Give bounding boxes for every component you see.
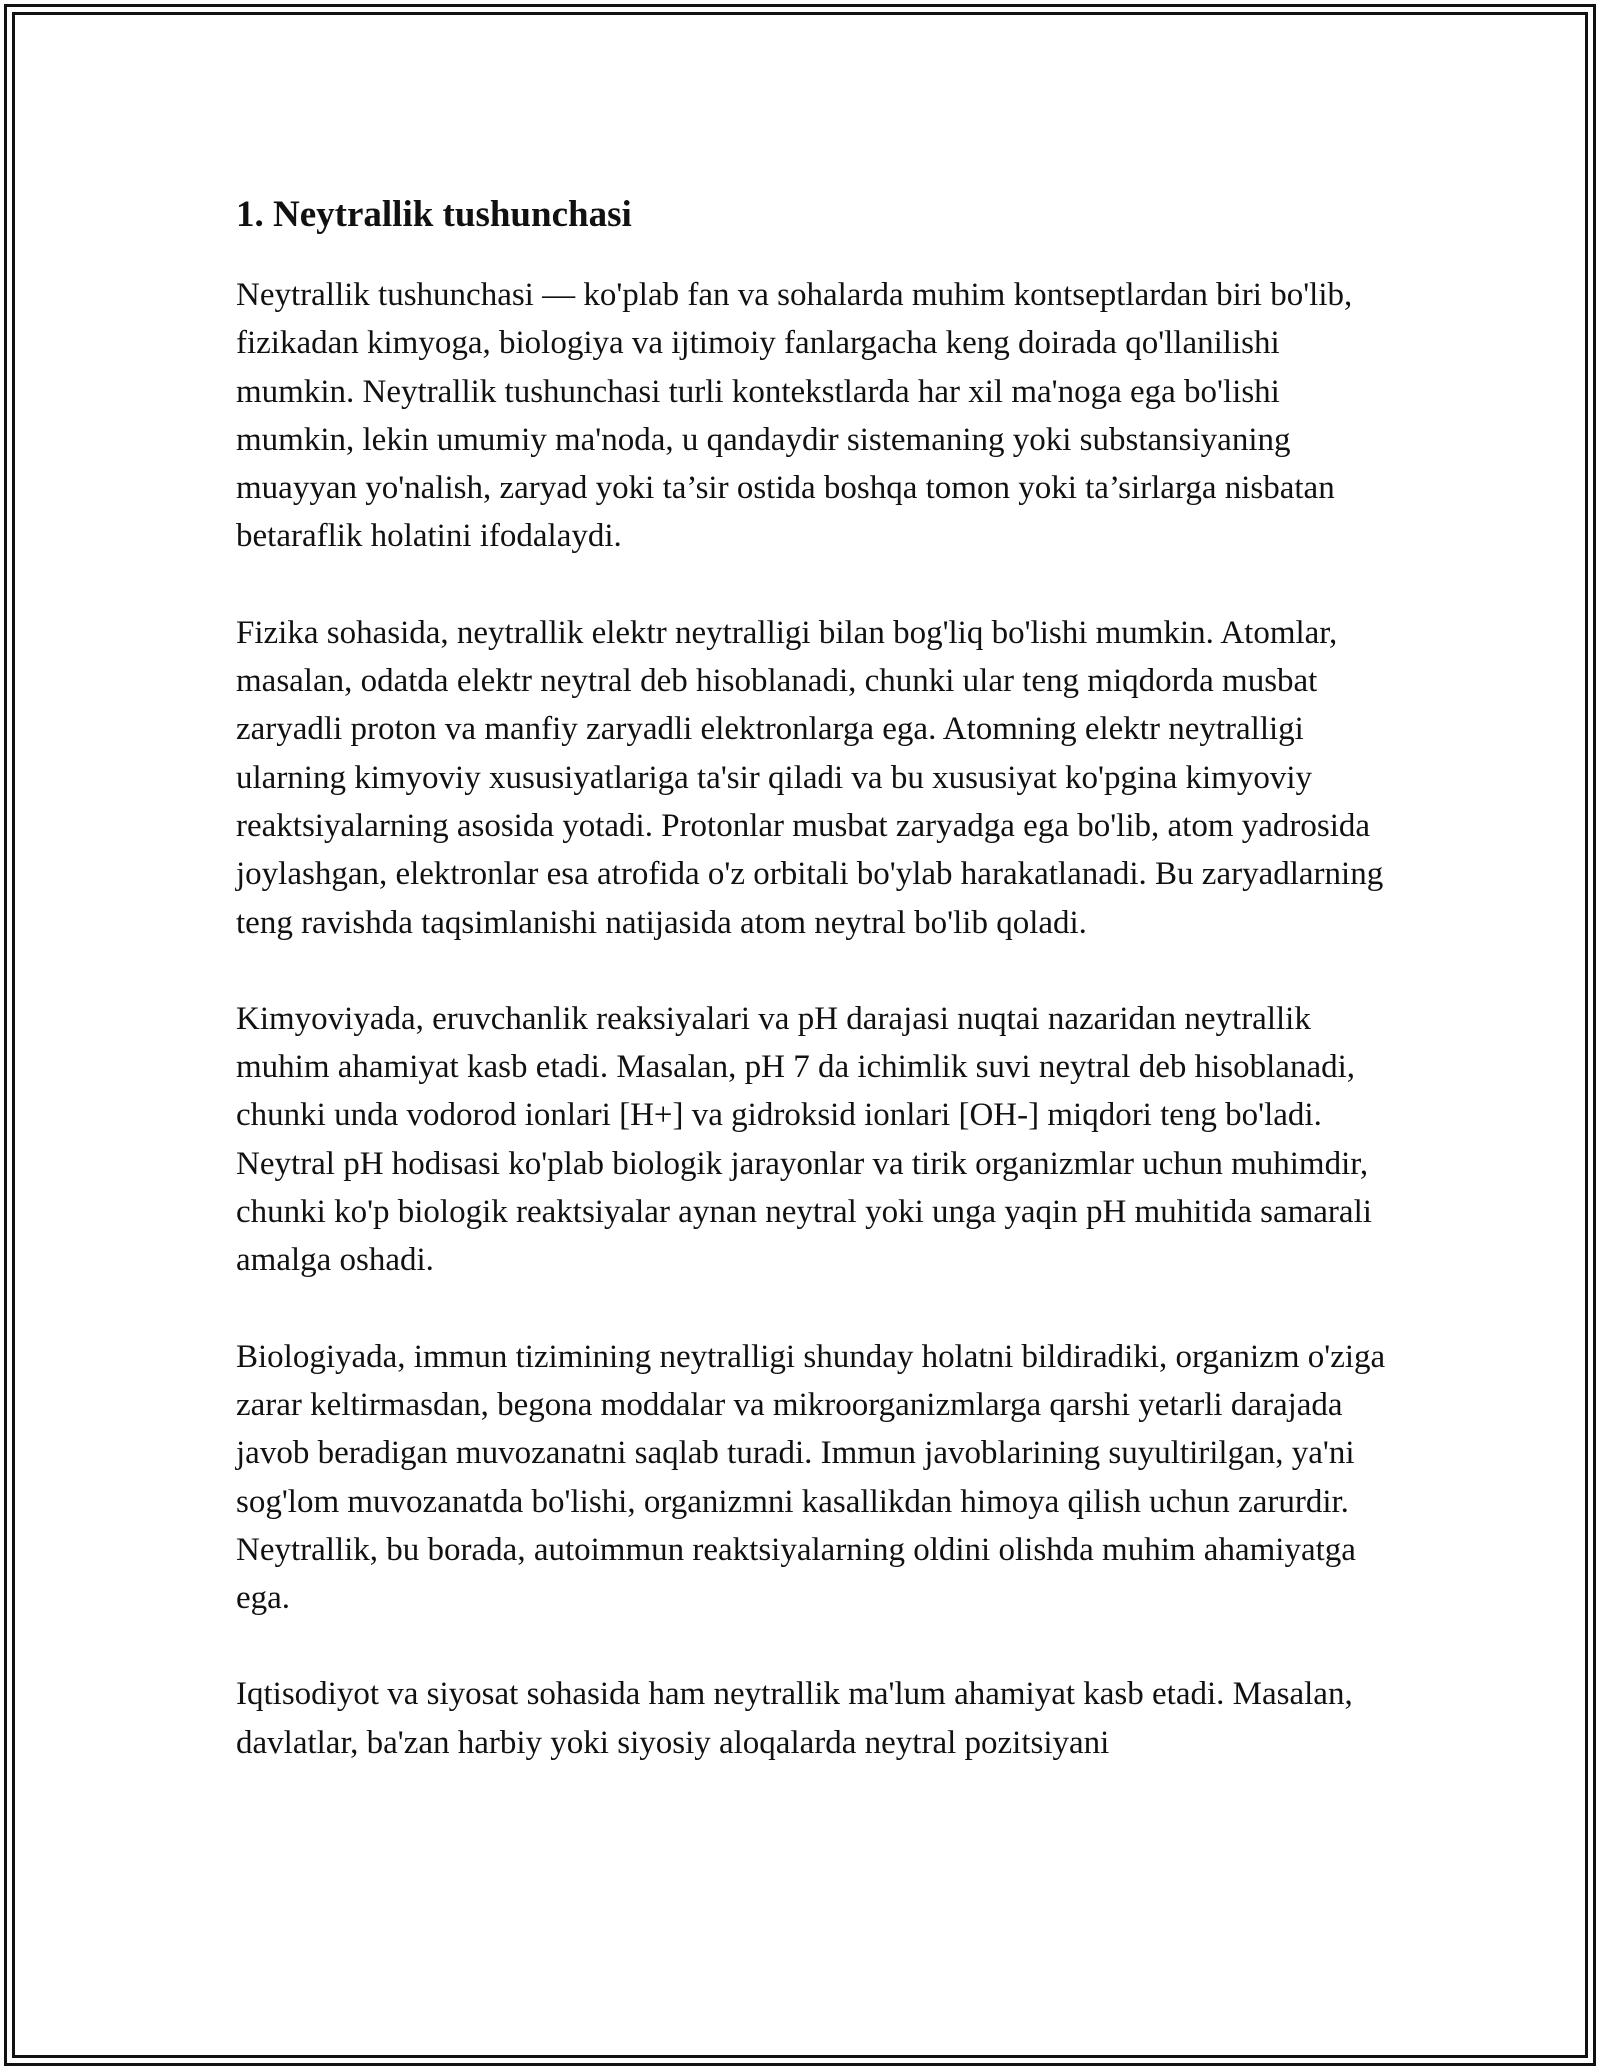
paragraph-intro: Neytrallik tushunchasi — ko'plab fan va sohalarda muhim kontseptlardan biri bo'lib, fizikadan kimyoga, biologiya va ijtimoiy fanlargacha keng doirada qo'llanilishi mumkin. Neytrallik tushunchasi turli kontekstlarda har xil ma'noga ega bo'lishi mumkin, lekin umumiy ma'noda, u qandaydir sistemaning yoki substansiyaning muayyan yo'nalish, zaryad yoki ta’sir ostida boshqa tomon yoki ta’sirlarga nisbatan betaraflik holatini ifodalaydi.	[236, 277, 1353, 555]
section-heading: 1. Neytrallik tushunchasi	[236, 194, 632, 235]
document-body	[236, 185, 1386, 1815]
paragraph-economics: Iqtisodiyot va siyosat sohasida ham neytrallik ma'lum ahamiyat kasb etadi. Masalan, davlatlar, ba'zan harbiy yoki siyosiy aloqalarda neytral pozitsiyani	[236, 1676, 1353, 1761]
paragraph-biology: Biologiyada, immun tizimining neytralligi shunday holatni bildiradiki, organizm o'ziga zarar keltirmasdan, begona moddalar va mikroorganizmlarga qarshi yetarli darajada javob beradigan muvozanatni saqlab turadi. Immun javoblarining suyultirilgan, ya'ni sog'lom muvozanatda bo'lishi, organizmni kasallikdan himoya qilish uchun zarurdir. Neytrallik, bu borada, autoimmun reaktsiyalarning oldini olishda muhim ahamiyatga ega.	[236, 1338, 1386, 1617]
paragraph-physics: Fizika sohasida, neytrallik elektr neytralligi bilan bog'liq bo'lishi mumkin. Atomlar, masalan, odatda elektr neytral deb hisoblanadi, chunki ular teng miqdorda musbat zaryadli proton va manfiy zaryadli elektronlarga ega. Atomning elektr neytralligi ularning kimyoviy xususiyatlariga ta'sir qiladi va bu xususiyat ko'pgina kimyoviy reaktsiyalarning asosida yotadi. Protonlar musbat zaryadga ega bo'lib, atom yadrosida joylashgan, elektronlar esa atrofida o'z orbitali bo'ylab harakatlanadi. Bu zaryadlarning teng ravishda taqsimlanishi natijasida atom neytral bo'lib qoladi.	[236, 614, 1384, 941]
paragraph-chemistry: Kimyoviyada, eruvchanlik reaksiyalari va pH darajasi nuqtai nazaridan neytrallik muhim ahamiyat kasb etadi. Masalan, pH 7 da ichimlik suvi neytral deb hisoblanadi, chunki unda vodorod ionlari [H+] va gidroksid ionlari [OH-] miqdori teng bo'ladi. Neytral pH hodisasi ko'plab biologik jarayonlar va tirik organizmlar uchun muhimdir, chunki ko'p biologik reaktsiyalar aynan neytral yoki unga yaqin pH muhitida samarali amalga oshadi.	[236, 1000, 1372, 1279]
